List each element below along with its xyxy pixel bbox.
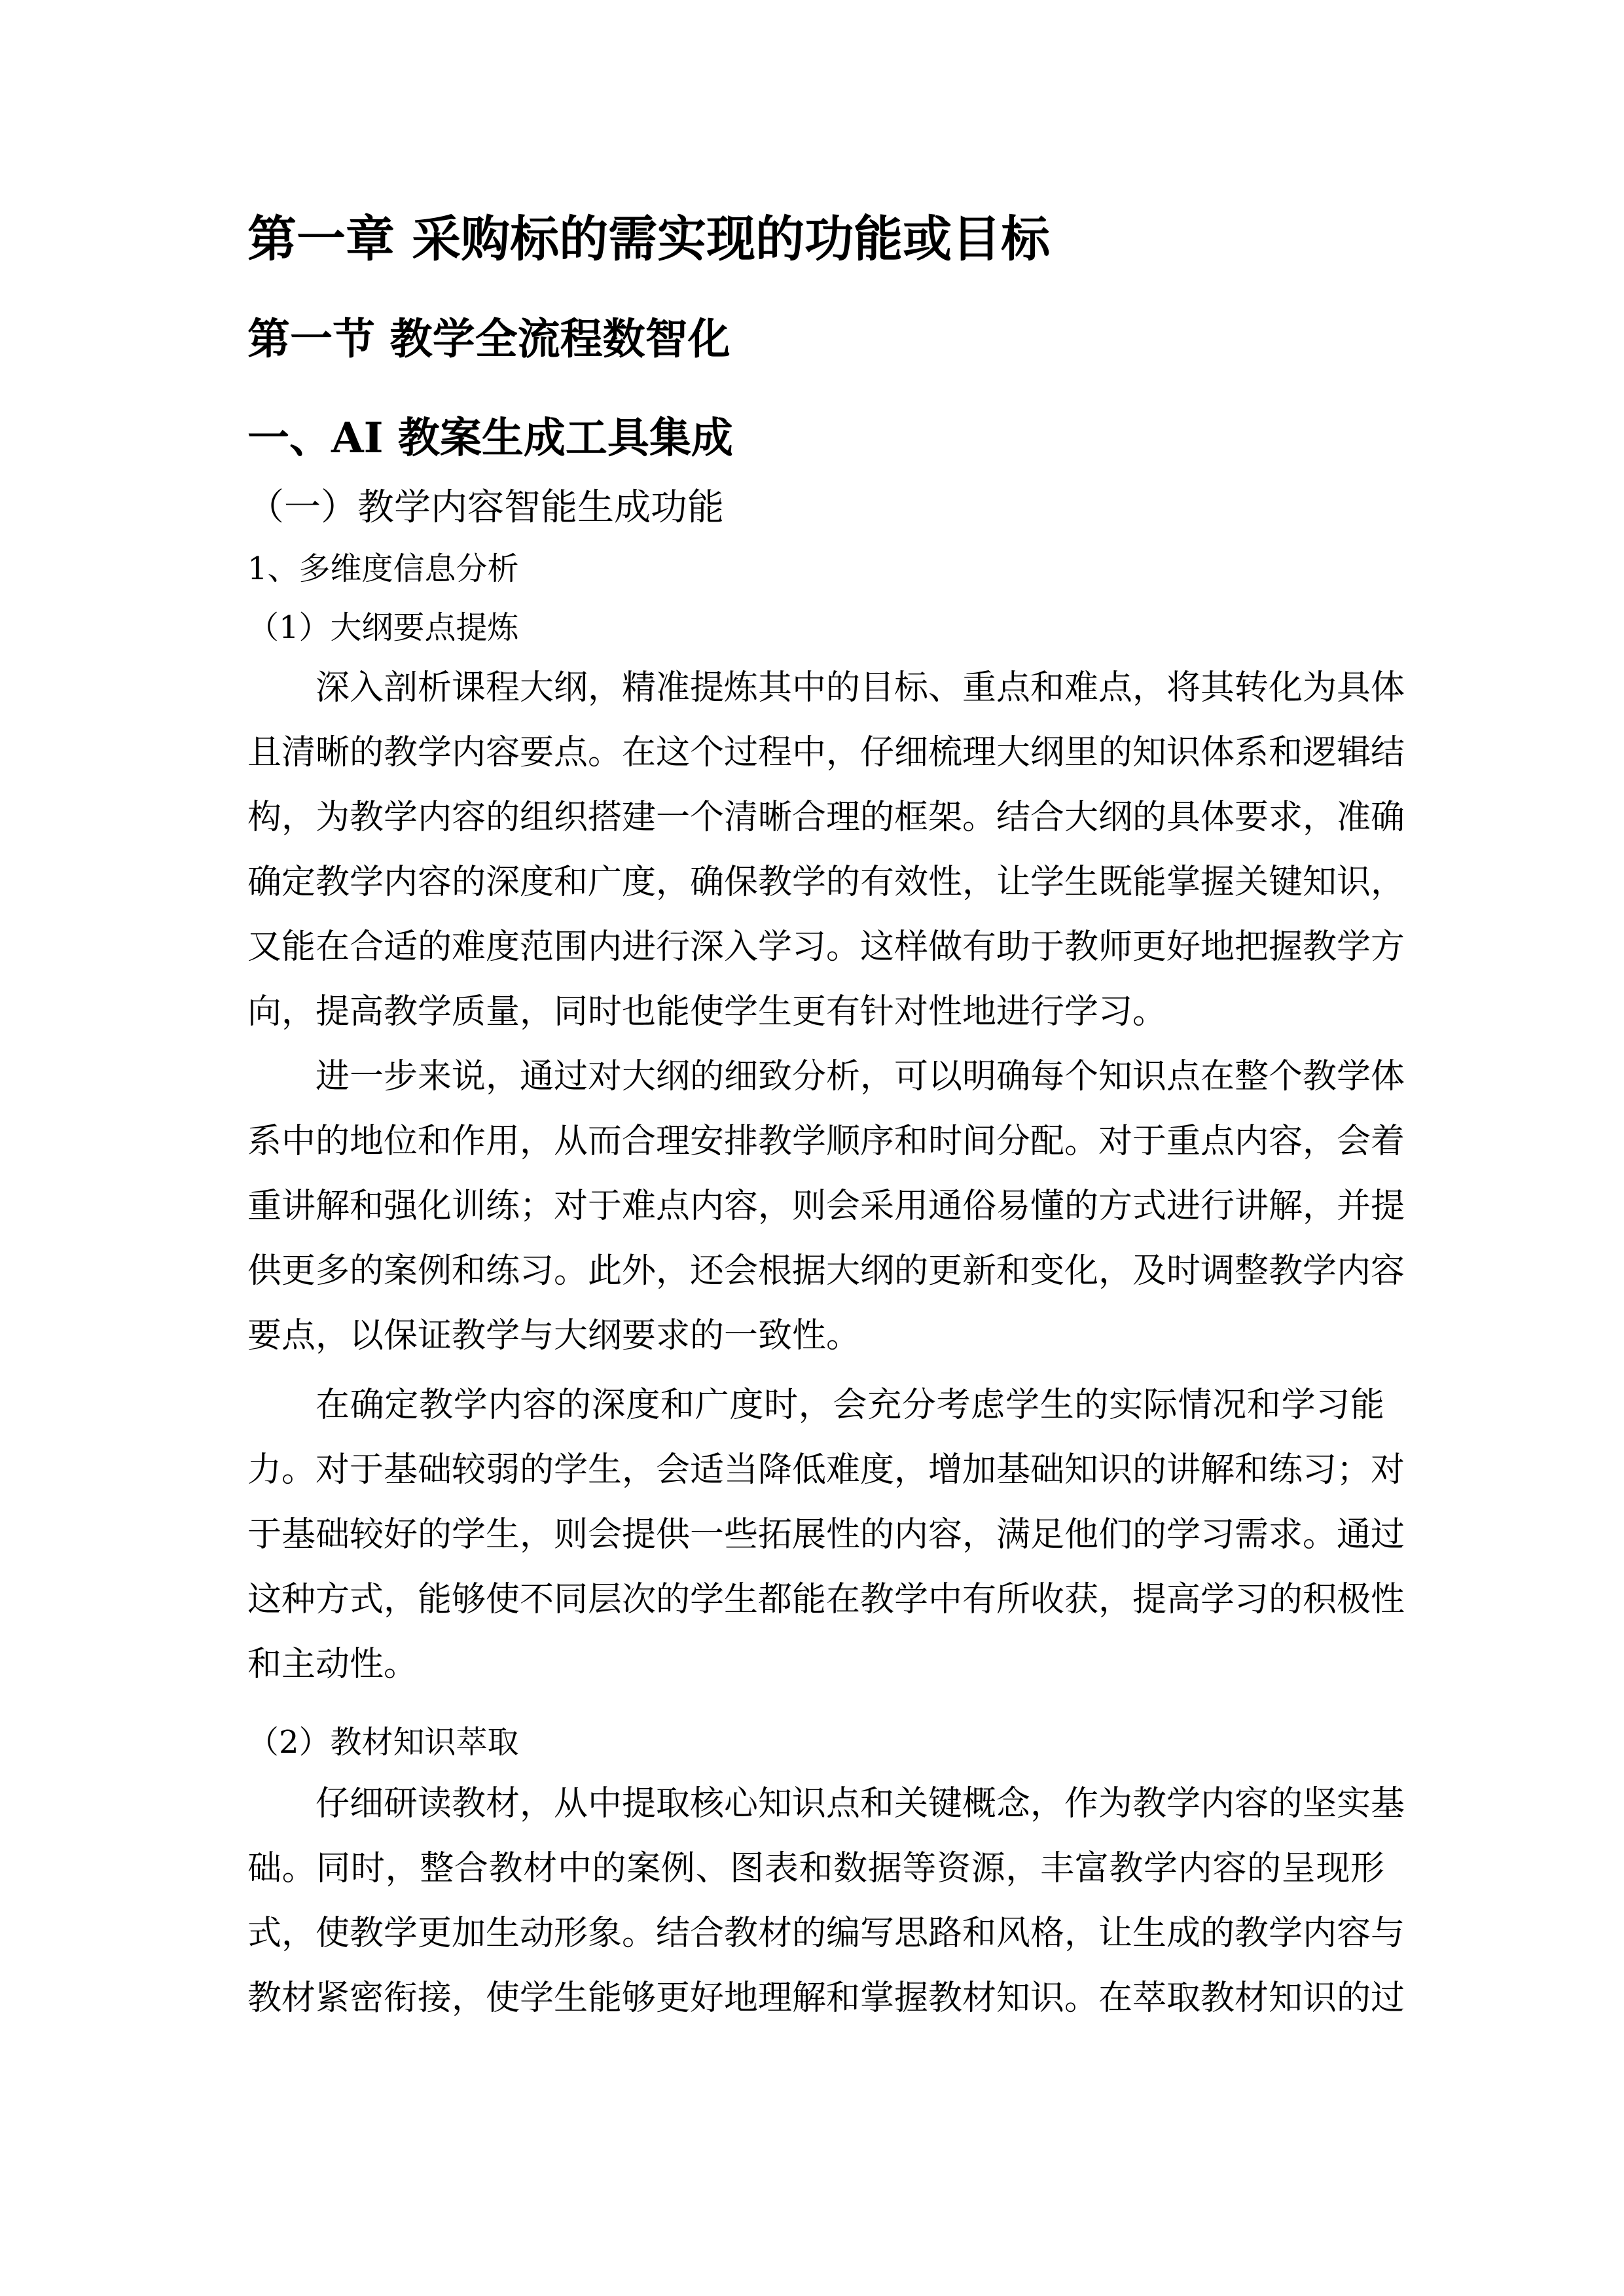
chapter-title: 第一章 采购标的需实现的功能或目标 (247, 210, 1051, 268)
paragraph-line: 构，为教学内容的组织搭建一个清晰合理的框架。结合大纲的具体要求，准确 (247, 798, 1405, 837)
sub-subsection-title: （一）教学内容智能生成功能 (247, 486, 724, 529)
paragraph-line: 供更多的案例和练习。此外，还会根据大纲的更新和变化，及时调整教学内容 (247, 1251, 1405, 1291)
subsection-title: 一、AI 教案生成工具集成 (247, 414, 733, 463)
item-title: 1、多维度信息分析 (247, 550, 519, 587)
paragraph-line: 式，使教学更加生动形象。结合教材的编写思路和风格，让生成的教学内容与 (247, 1914, 1405, 1953)
paragraph-line: 进一步来说，通过对大纲的细致分析，可以明确每个知识点在整个教学体 (316, 1057, 1405, 1096)
point2-title: （2）教材知识萃取 (247, 1724, 519, 1761)
section-title: 第一节 教学全流程数智化 (247, 314, 731, 364)
paragraph-line: 础。同时，整合教材中的案例、图表和数据等资源，丰富教学内容的呈现形 (247, 1849, 1384, 1888)
paragraph-line: 且清晰的教学内容要点。在这个过程中，仔细梳理大纲里的知识体系和逻辑结 (247, 733, 1405, 772)
paragraph-line: 这种方式，能够使不同层次的学生都能在教学中有所收获，提高学习的积极性 (247, 1580, 1405, 1619)
paragraph-line: 深入剖析课程大纲，精准提炼其中的目标、重点和难点，将其转化为具体 (316, 668, 1405, 708)
paragraph-line: 向，提高教学质量，同时也能使学生更有针对性地进行学习。 (247, 992, 1167, 1031)
paragraph-line: 仔细研读教材，从中提取核心知识点和关键概念，作为教学内容的坚实基 (316, 1784, 1405, 1823)
paragraph-line: 确定教学内容的深度和广度，确保教学的有效性，让学生既能掌握关键知识， (247, 863, 1405, 902)
point1-title: （1）大纲要点提炼 (247, 609, 519, 646)
paragraph-line: 又能在合适的难度范围内进行深入学习。这样做有助于教师更好地把握教学方 (247, 927, 1405, 967)
paragraph-line: 力。对于基础较弱的学生，会适当降低难度，增加基础知识的讲解和练习；对 (247, 1450, 1405, 1490)
paragraph-line: 于基础较好的学生，则会提供一些拓展性的内容，满足他们的学习需求。通过 (247, 1515, 1405, 1554)
paragraph-line: 在确定教学内容的深度和广度时，会充分考虑学生的实际情况和学习能 (316, 1386, 1384, 1425)
paragraph-line: 系中的地位和作用，从而合理安排教学顺序和时间分配。对于重点内容，会着 (247, 1122, 1405, 1161)
paragraph-line: 要点，以保证教学与大纲要求的一致性。 (247, 1316, 861, 1355)
paragraph-line: 教材紧密衔接，使学生能够更好地理解和掌握教材知识。在萃取教材知识的过 (247, 1979, 1405, 2018)
paragraph-line: 和主动性。 (247, 1645, 418, 1684)
paragraph-line: 重讲解和强化训练；对于难点内容，则会采用通俗易懂的方式进行讲解，并提 (247, 1187, 1405, 1226)
